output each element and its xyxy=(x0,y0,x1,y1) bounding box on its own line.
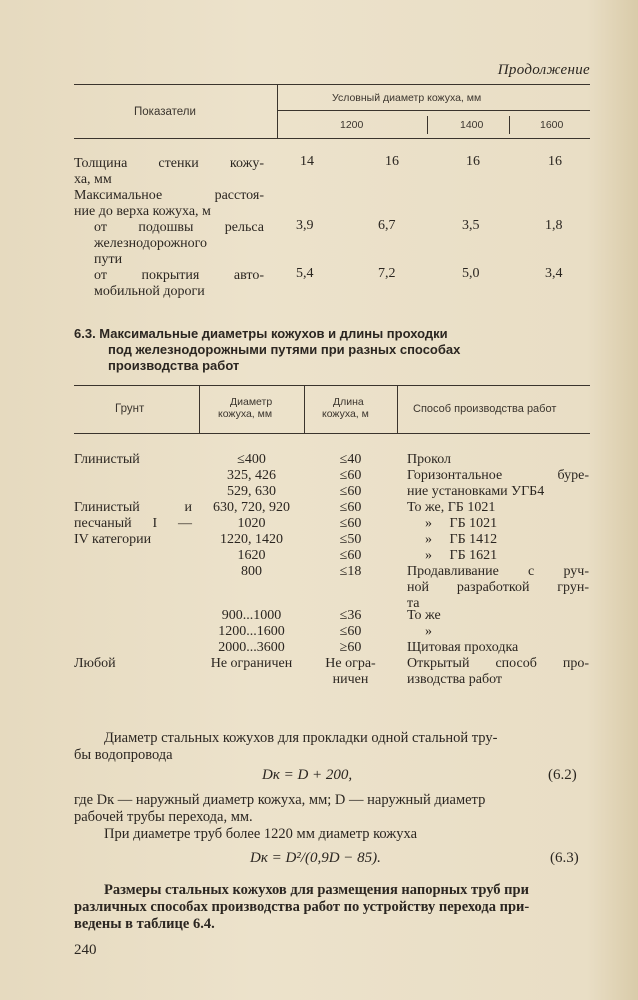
paragraph-4: Размеры стальных кожухов для размещения напорных труб при xyxy=(104,882,529,898)
continuation-label: Продолжение xyxy=(497,62,590,78)
table1-row-label: от подошвы рельса xyxy=(94,220,264,235)
table2-diameter-cell: ≤400 xyxy=(237,452,266,467)
table1-cell: 6,7 xyxy=(378,218,396,233)
table2-method-cell: та xyxy=(407,596,420,611)
table2-diameter-cell: 1200...1600 xyxy=(218,624,285,639)
paragraph-1: бы водопровода xyxy=(74,747,173,763)
table2-length-cell: Не огра- xyxy=(325,656,376,671)
table2-length-cell: ≤60 xyxy=(339,484,362,499)
table2-method-cell: Щитовая проходка xyxy=(407,640,519,655)
table2-diameter-cell: 630, 720, 920 xyxy=(213,500,290,515)
table2-length-cell: ≤60 xyxy=(339,468,362,483)
table2-diameter-cell: Не ограничен xyxy=(210,656,293,671)
paragraph-4: ведены в таблице 6.4. xyxy=(74,916,215,932)
table2-caption: производства работ xyxy=(108,358,240,373)
table2-diameter-cell: 529, 630 xyxy=(227,484,276,499)
table2-diameter-cell: 2000...3600 xyxy=(218,640,285,655)
table2-length-cell: ≤60 xyxy=(339,548,362,563)
table2-diameter-cell: 900...1000 xyxy=(221,608,282,623)
table1-cell: 16 xyxy=(466,154,480,169)
table2-caption: 6.3. Максимальные диаметры кожухов и длины проходки xyxy=(74,326,448,341)
table2-method-cell: изводства работ xyxy=(407,672,502,687)
table1-cell: 3,9 xyxy=(296,218,314,233)
table2-method-cell: » ГБ 1621 xyxy=(425,548,498,563)
table2-length-cell: ≤18 xyxy=(339,564,362,579)
table2-method-cell: Горизонтальное буре- xyxy=(407,468,589,483)
table2-diameter-cell: 325, 426 xyxy=(227,468,276,483)
paragraph-2: где Dк — наружный диаметр кожуха, мм; D — наружный диаметр xyxy=(74,792,486,808)
paragraph-4: различных способах производства работ по устройству перехода при- xyxy=(74,899,530,915)
table2-soil-cell: Любой xyxy=(74,656,116,671)
table2-length-cell: ≥60 xyxy=(339,640,362,655)
table1-diameter-1400: 1400 xyxy=(460,119,484,131)
table1-row-label: ние до верха кожуха, м xyxy=(74,204,211,219)
equation-number-6-2: (6.2) xyxy=(548,767,577,783)
page-number: 240 xyxy=(74,942,97,958)
table2-length-cell: ≤50 xyxy=(339,532,362,547)
table2-length-cell: ≤60 xyxy=(339,500,362,515)
formula-6-3: Dк = D²/(0,9D − 85). xyxy=(250,850,381,866)
table1-row-label: мобильной дороги xyxy=(94,284,205,299)
table1-header-left: Показатели xyxy=(134,106,196,118)
table2-soil-cell: IV категории xyxy=(74,532,152,547)
table2-method-cell: ной разработкой грун- xyxy=(407,580,589,595)
table2-method-cell: ние установками УГБ4 xyxy=(407,484,545,499)
table2-diameter-cell: 800 xyxy=(241,564,262,579)
table2-diameter-cell: 1020 xyxy=(237,516,266,531)
table1-cell: 7,2 xyxy=(378,266,396,281)
table2-method-cell: То же xyxy=(407,608,441,623)
table1-row-label: пути xyxy=(94,252,123,267)
table2-header-diameter: кожуха, мм xyxy=(218,408,273,420)
table2-length-cell: ≤36 xyxy=(339,608,362,623)
table1-diameter-1200: 1200 xyxy=(340,119,364,131)
table2-soil-cell: песчаный I — xyxy=(74,516,192,531)
paragraph-3: При диаметре труб более 1220 мм диаметр кожуха xyxy=(104,826,418,842)
table1-row-label: ха, мм xyxy=(74,172,112,187)
table2-caption: под железнодорожными путями при разных способах xyxy=(108,342,461,357)
table1-row-label: железнодорожного xyxy=(94,236,208,251)
table1-row-label: Максимальное расстоя- xyxy=(74,188,264,203)
table1-cell: 3,4 xyxy=(545,266,563,281)
table2-diameter-cell: 1220, 1420 xyxy=(220,532,283,547)
table1-row-label: Толщина стенки кожу- xyxy=(74,156,264,171)
table1-cell: 3,5 xyxy=(462,218,480,233)
table2-header-soil: Грунт xyxy=(115,403,145,415)
table2-method-cell: То же, ГБ 1021 xyxy=(407,500,496,515)
table2-soil-cell: Глинистый и xyxy=(74,500,192,515)
table2-header-method: Способ производства работ xyxy=(413,403,557,415)
table1-cell: 16 xyxy=(548,154,562,169)
table1-cell: 16 xyxy=(385,154,399,169)
table2-soil-cell: Глинистый xyxy=(74,452,140,467)
table1-diameter-1600: 1600 xyxy=(540,119,564,131)
table2-header-length: кожуха, м xyxy=(322,408,369,420)
equation-number-6-3: (6.3) xyxy=(550,850,579,866)
paragraph-2: рабочей трубы перехода, мм. xyxy=(74,809,253,825)
table1-row-label: от покрытия авто- xyxy=(94,268,264,283)
table2-method-cell: Продавливание с руч- xyxy=(407,564,589,579)
table1-cell: 5,4 xyxy=(296,266,314,281)
table1-cell: 1,8 xyxy=(545,218,563,233)
table2-header-length: Длина xyxy=(333,396,364,408)
table2-length-cell: ничен xyxy=(332,672,369,687)
table2-method-cell: Открытый способ про- xyxy=(407,656,589,671)
table1-header-group: Условный диаметр кожуха, мм xyxy=(332,92,482,104)
table2-length-cell: ≤40 xyxy=(339,452,362,467)
table2-method-cell: » xyxy=(425,624,432,639)
paragraph-1: Диаметр стальных кожухов для прокладки одной стальной тру- xyxy=(104,730,498,746)
formula-6-2: Dк = D + 200, xyxy=(262,767,353,783)
table1-cell: 5,0 xyxy=(462,266,480,281)
table2-diameter-cell: 1620 xyxy=(237,548,266,563)
table2-method-cell: Прокол xyxy=(407,452,452,467)
table2-method-cell: » ГБ 1021 xyxy=(425,516,498,531)
table2-length-cell: ≤60 xyxy=(339,624,362,639)
table2-method-cell: » ГБ 1412 xyxy=(425,532,498,547)
table2-header-diameter: Диаметр xyxy=(230,396,273,408)
table1-cell: 14 xyxy=(300,154,314,169)
table2-length-cell: ≤60 xyxy=(339,516,362,531)
